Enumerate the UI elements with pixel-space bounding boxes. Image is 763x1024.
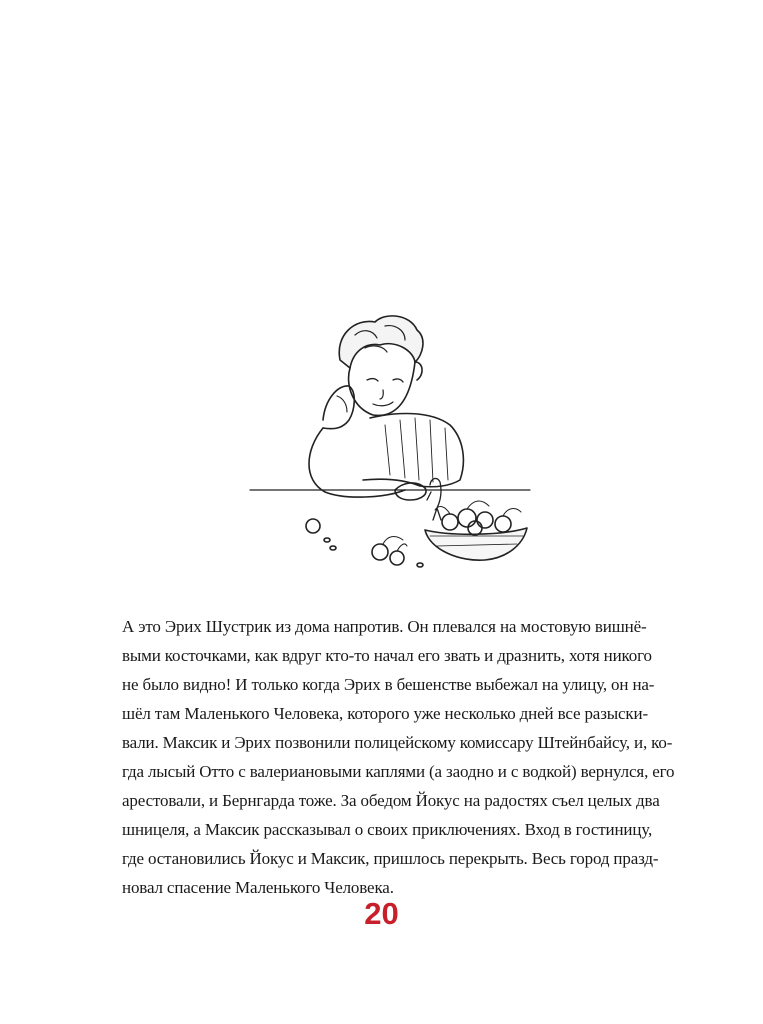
paragraph-line: не было видно! И только когда Эрих в бешенстве выбежал на улицу, он на- xyxy=(122,675,655,694)
face xyxy=(349,362,415,415)
paragraph-line: А это Эрих Шустрик из дома напротив. Он плевался на мостовую вишнё- xyxy=(122,617,647,636)
paragraph-line: арестовали, и Бернгарда тоже. За обедом Йокус на радостях съел целых два xyxy=(122,791,660,810)
paragraph-line: шёл там Маленького Человека, которого уже несколько дней все разыски- xyxy=(122,704,648,723)
boy-with-cherries-illustration xyxy=(245,300,535,585)
page-number: 20 xyxy=(364,896,399,931)
paragraph-line: выми косточками, как вдруг кто-то начал его звать и дразнить, хотя никого xyxy=(122,646,652,665)
paragraph-line: шницеля, а Максик рассказывал о своих приключениях. Вход в гостиницу, xyxy=(122,820,653,839)
hair xyxy=(339,316,423,368)
paragraph-line: новал спасение Маленького Человека. xyxy=(122,878,394,897)
sweater xyxy=(363,414,463,487)
paragraph-line: вали. Максик и Эрих позвонили полицейскому комиссару Штейнбайсу, и, ко- xyxy=(122,733,673,752)
paragraph-line: где остановились Йокус и Максик, пришлось перекрыть. Весь город празд- xyxy=(122,849,659,868)
little-man xyxy=(427,478,441,520)
left-arm xyxy=(309,428,405,497)
story-paragraph xyxy=(122,612,675,902)
hand-on-cheek xyxy=(323,386,354,429)
paragraph-line: гда лысый Отто с валериановыми каплями (а заодно и с водкой) вернулся, его xyxy=(122,762,675,781)
